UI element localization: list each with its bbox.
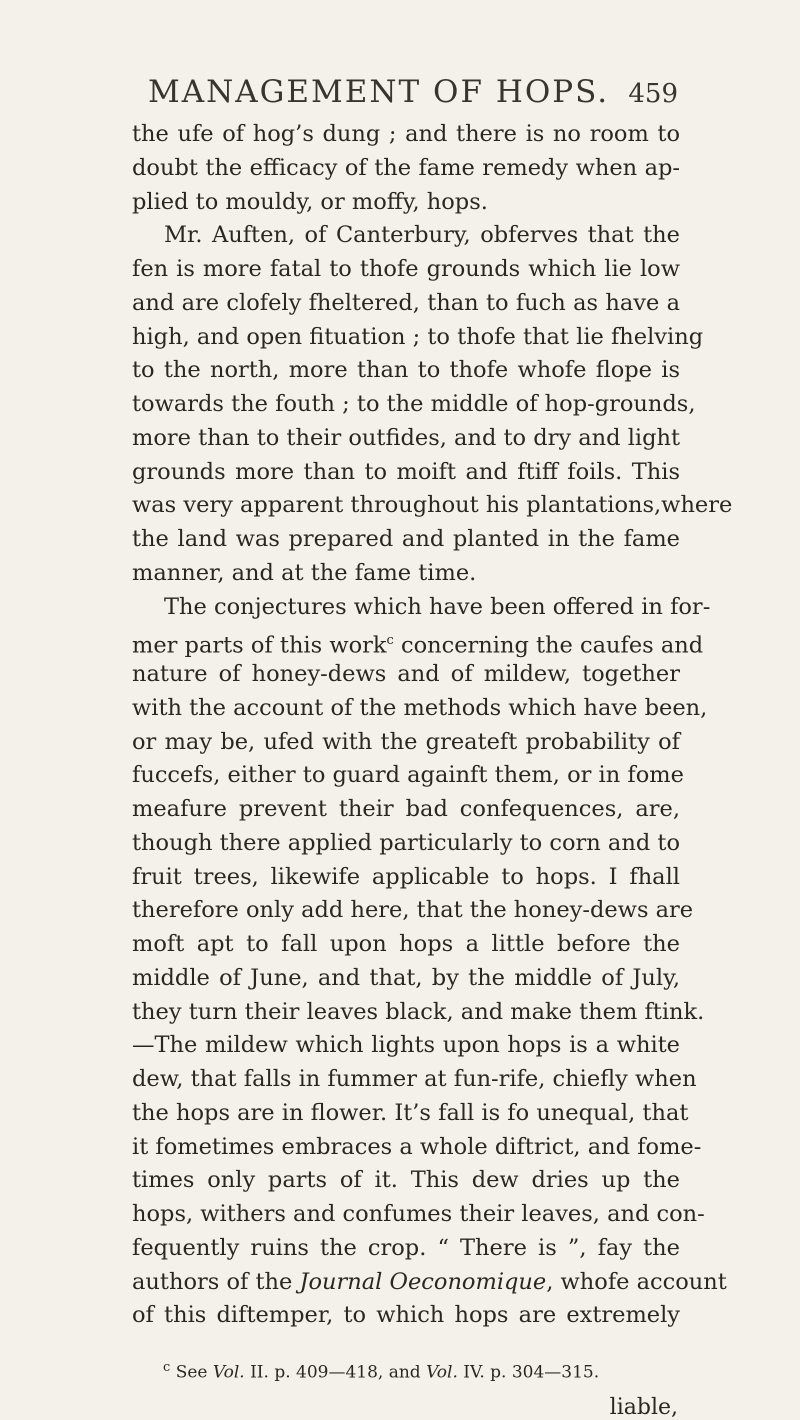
catchword: liable, <box>609 1395 678 1420</box>
footnote-reference: c <box>386 633 394 649</box>
text-line: with the account of the methods which have been, <box>132 694 708 721</box>
running-title: MANAGEMENT OF HOPS. <box>148 74 610 110</box>
text-line: it fometimes embraces a whole diftrict, and fome- <box>132 1133 702 1160</box>
text-segment: authors of the <box>132 1268 293 1295</box>
footnote <box>163 1360 683 1383</box>
text-line: and are clofely fheltered, than to fuch as have a <box>132 289 680 316</box>
text-line: though there applied particularly to corn and to <box>132 829 680 856</box>
text-line: doubt the efficacy of the fame remedy when ap- <box>132 154 680 181</box>
text-line: hops, withers and confumes their leaves, and con- <box>132 1201 705 1227</box>
footnote-see: See <box>175 1362 208 1383</box>
text-line: the hops are in flower. It’s fall is fo unequal, that <box>132 1099 689 1126</box>
text-line: the land was prepared and planted in the fame <box>132 526 680 552</box>
body-text <box>132 118 733 1333</box>
footnote-volume: Vol. <box>426 1362 458 1383</box>
text-line: fequently ruins the crop. “ There is ”, fay the <box>132 1234 680 1261</box>
text-line: manner, and at the fame time. <box>132 559 477 586</box>
text-line: fruit trees, likewife applicable to hops. I fhall <box>132 863 680 890</box>
text-line: —The mildew which lights upon hops is a white <box>132 1032 680 1059</box>
text-line: to the north, more than to thofe whofe flope is <box>132 357 680 384</box>
text-segment: concerning the caufes and <box>400 632 704 659</box>
footnote-reference-text: II. p. 409—418, and <box>250 1362 421 1383</box>
text-line: moft apt to fall upon hops a little before the <box>132 931 680 957</box>
text-line <box>132 1266 727 1300</box>
text-line: towards the fouth ; to the middle of hop-grounds, <box>132 391 696 417</box>
text-line: therefore only add here, that the honey-dews are <box>132 897 694 924</box>
text-line: nature of honey-dews and of mildew, together <box>132 661 680 687</box>
text-line: meafure prevent their bad confequences, are, <box>132 796 680 822</box>
text-line: dew, that falls in fummer at fun-rife, chiefly when <box>132 1066 697 1092</box>
footnote-reference-text: IV. p. 304—315. <box>463 1362 600 1383</box>
journal-title: Journal Oeconomique <box>299 1268 547 1295</box>
text-line: fen is more fatal to thofe grounds which lie low <box>132 256 680 282</box>
text-line: was very apparent throughout his plantations,where <box>132 492 733 519</box>
text-line: high, and open fituation ; to thofe that lie fhelving <box>132 323 704 350</box>
text-line: Mr. Auften, of Canterbury, obferves that the <box>164 222 680 249</box>
footnote-mark: c <box>163 1360 171 1375</box>
text-segment: mer parts of this work <box>132 632 387 659</box>
page-number: 459 <box>628 79 678 109</box>
text-line: they turn their leaves black, and make them ftink. <box>132 998 705 1025</box>
text-line: plied to mouldy, or moffy, hops. <box>132 188 488 215</box>
text-line: more than to their outfides, and to dry and light <box>132 424 681 451</box>
text-line: middle of June, and that, by the middle of July, <box>132 964 680 991</box>
text-line: or may be, ufed with the greateft probability of <box>132 728 680 755</box>
text-line: the ufe of hog’s dung ; and there is no room to <box>132 121 680 147</box>
text-line: The conjectures which have been offered in for- <box>164 593 711 620</box>
page-header <box>148 74 678 110</box>
text-line: times only parts of it. This dew dries up the <box>132 1167 680 1194</box>
text-segment: , whofe account <box>546 1268 727 1295</box>
text-line: fuccefs, either to guard againft them, or in fome <box>132 762 684 789</box>
text-line <box>132 624 704 659</box>
footnote-volume: Vol. <box>212 1362 245 1383</box>
text-line: of this diftemper, to which hops are extremely <box>132 1302 680 1329</box>
text-line: grounds more than to moift and ftiff foils. This <box>132 458 680 485</box>
